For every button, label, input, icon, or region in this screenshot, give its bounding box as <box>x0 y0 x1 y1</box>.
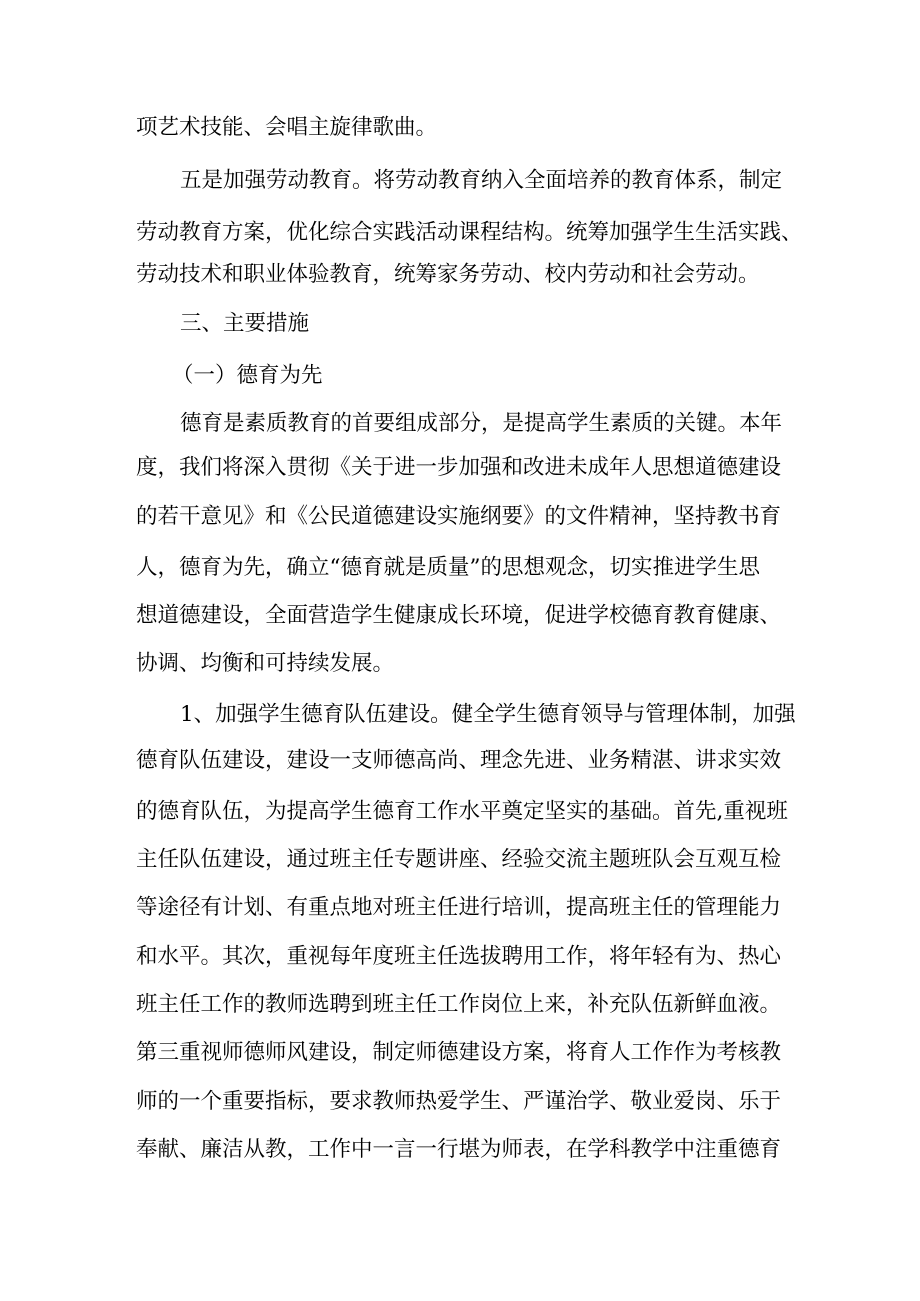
line-text: （一）德育为先 <box>172 363 323 388</box>
line-text: 想道德建设，全面营造学生健康成长环境，促进学校德育教育健康、 <box>136 603 782 628</box>
text-line <box>0 644 920 684</box>
line-text: 班主任工作的教师选聘到班主任工作岗位上来，补充队伍新鲜血液。 <box>136 992 782 1017</box>
text-line <box>0 448 920 488</box>
line-text: 第三重视师德师风建设，制定师德建设方案，将育人工作作为考核教 <box>136 1040 782 1065</box>
text-line <box>0 937 920 977</box>
text-line <box>0 404 920 444</box>
text-line <box>0 792 920 832</box>
text-line <box>0 548 920 588</box>
line-text: 项艺术技能、会唱主旋律歌曲。 <box>136 115 438 140</box>
text-line <box>0 596 920 636</box>
line-text: 三、主要措施 <box>180 311 310 336</box>
line-text: 德育是素质教育的首要组成部分，是提高学生素质的关键。本年 <box>180 411 783 436</box>
line-text: 德育队伍建设，建设一支师德高尚、理念先进、业务精湛、讲求实效 <box>136 748 782 773</box>
text-line <box>0 741 920 781</box>
section-heading <box>0 304 920 344</box>
line-text: 人，德育为先，确立“德育就是质量”的思想观念，切实推进学生思 <box>136 555 760 580</box>
line-text: 劳动教育方案，优化综合实践活动课程结构。统筹加强学生生活实践、 <box>136 220 803 245</box>
line-text: 协调、均衡和可持续发展。 <box>136 651 395 676</box>
text-line <box>0 695 920 735</box>
text-line <box>0 497 920 537</box>
subsection-heading <box>0 356 920 396</box>
line-text: 1、加强学生德育队伍建设。健全学生德育领导与管理体制，加强 <box>180 702 796 727</box>
line-text: 度，我们将深入贯彻《关于进一步加强和改进未成年人思想道德建设 <box>136 455 782 480</box>
line-text: 师的一个重要指标，要求教师热爱学生、严谨治学、敬业爱岗、乐于 <box>136 1089 782 1114</box>
text-line <box>0 108 920 148</box>
line-text: 的若干意见》和《公民道德建设实施纲要》的文件精神，坚持教书育 <box>136 504 782 529</box>
text-line <box>0 1082 920 1122</box>
line-text: 主任队伍建设，通过班主任专题讲座、经验交流主题班队会互观互检 <box>136 847 782 872</box>
line-text: 五是加强劳动教育。将劳动教育纳入全面培养的教育体系，制定 <box>180 168 783 193</box>
text-line <box>0 985 920 1025</box>
text-line <box>0 888 920 928</box>
line-text: 的德育队伍，为提高学生德育工作水平奠定坚实的基础。首先,重视班 <box>136 799 788 824</box>
line-text: 和水平。其次，重视每年度班主任选拔聘用工作，将年轻有为、热心 <box>136 944 782 969</box>
text-line <box>0 161 920 201</box>
line-text: 等途径有计划、有重点地对班主任进行培训，提高班主任的管理能力 <box>136 895 782 920</box>
text-line <box>0 213 920 253</box>
line-text: 劳动技术和职业体验教育，统筹家务劳动、校内劳动和社会劳动。 <box>136 262 760 287</box>
text-line <box>0 1130 920 1170</box>
text-line <box>0 255 920 295</box>
text-line <box>0 1033 920 1073</box>
line-text: 奉献、廉洁从教，工作中一言一行堪为师表，在学科教学中注重德育 <box>136 1137 782 1162</box>
text-line <box>0 840 920 880</box>
